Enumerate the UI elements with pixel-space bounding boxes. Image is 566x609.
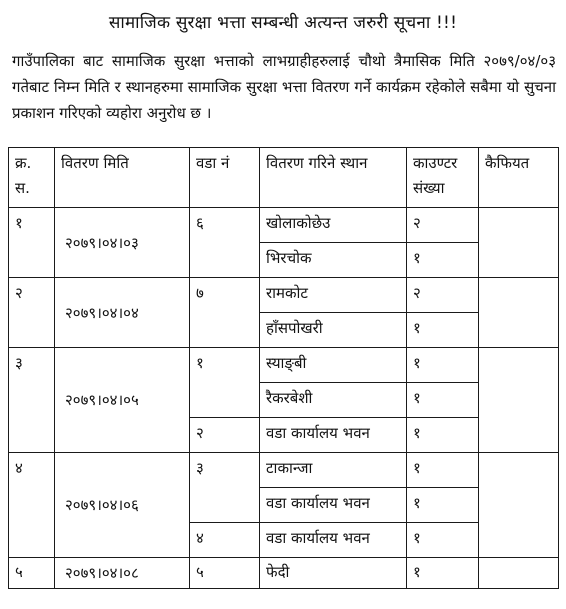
header-remarks: कैफियत <box>479 148 559 208</box>
place-cell: खोलाकोछेउ <box>260 208 407 243</box>
ward-cell: १ <box>190 348 260 418</box>
ward-cell: ७ <box>190 278 260 348</box>
remarks-cell <box>479 348 559 453</box>
ward-cell: २ <box>190 418 260 453</box>
serial-cell: ५ <box>9 558 55 589</box>
remarks-cell <box>479 558 559 589</box>
header-ward: वडा नं <box>190 148 260 208</box>
header-counter: काउण्टर संख्या <box>407 148 479 208</box>
counter-cell: १ <box>407 418 479 453</box>
date-cell: २०७९।०४।०६ <box>55 453 190 558</box>
counter-cell: १ <box>407 453 479 488</box>
place-cell: भिरचोक <box>260 243 407 278</box>
table-header-row <box>9 148 559 208</box>
counter-cell: २ <box>407 278 479 313</box>
table-row <box>9 558 559 589</box>
remarks-cell <box>479 453 559 558</box>
place-cell: रामकोट <box>260 278 407 313</box>
ward-cell: ४ <box>190 523 260 558</box>
notice-title: सामाजिक सुरक्षा भत्ता सम्बन्धी अत्यन्त जरुरी सूचना !!! <box>108 13 458 33</box>
distribution-table <box>8 147 559 589</box>
table-body <box>9 208 559 589</box>
counter-cell: १ <box>407 348 479 383</box>
table-row <box>9 453 559 488</box>
place-cell: वडा कार्यालय भवन <box>260 523 407 558</box>
table-row <box>9 348 559 383</box>
place-cell: टाकान्जा <box>260 453 407 488</box>
ward-cell: ५ <box>190 558 260 589</box>
table-row <box>9 278 559 313</box>
remarks-cell <box>479 208 559 278</box>
date-cell: २०७९।०४।०३ <box>55 208 190 278</box>
date-cell: २०७९।०४।०८ <box>55 558 190 589</box>
place-cell: स्याङ्बी <box>260 348 407 383</box>
notice-intro: गाउँपालिका बाट सामाजिक सुरक्षा भत्ताको लाभग्राहीहरुलाई चौथो त्रैमासिक मिति २०७९/०४/०३ गतेबाट निम्न मिति र स्थानहरुमा सामाजिक सुरक्षा भत्ता वितरण गर्ने कार्यक्रम रहेकोले सबैमा यो सुचना प्रकाशन गरिएको व्यहोरा अनुरोध छ । <box>12 52 556 122</box>
header-date: वितरण मिति <box>55 148 190 208</box>
place-cell: फेदी <box>260 558 407 589</box>
counter-cell: १ <box>407 313 479 348</box>
date-cell: २०७९।०४।०४ <box>55 278 190 348</box>
header-serial: क्र. स. <box>9 148 55 208</box>
ward-cell: ३ <box>190 453 260 523</box>
counter-cell: १ <box>407 243 479 278</box>
counter-cell: १ <box>407 383 479 418</box>
counter-cell: १ <box>407 488 479 523</box>
remarks-cell <box>479 278 559 348</box>
serial-cell: ३ <box>9 348 55 453</box>
place-cell: रैकरबेशी <box>260 383 407 418</box>
place-cell: हाँसपोखरी <box>260 313 407 348</box>
place-cell: वडा कार्यालय भवन <box>260 418 407 453</box>
counter-cell: २ <box>407 208 479 243</box>
serial-cell: ४ <box>9 453 55 558</box>
counter-cell: १ <box>407 523 479 558</box>
place-cell: वडा कार्यालय भवन <box>260 488 407 523</box>
header-place: वितरण गरिने स्थान <box>260 148 407 208</box>
date-cell: २०७९।०४।०५ <box>55 348 190 453</box>
table-row <box>9 208 559 243</box>
ward-cell: ६ <box>190 208 260 278</box>
serial-cell: २ <box>9 278 55 348</box>
counter-cell: १ <box>407 558 479 589</box>
serial-cell: १ <box>9 208 55 278</box>
